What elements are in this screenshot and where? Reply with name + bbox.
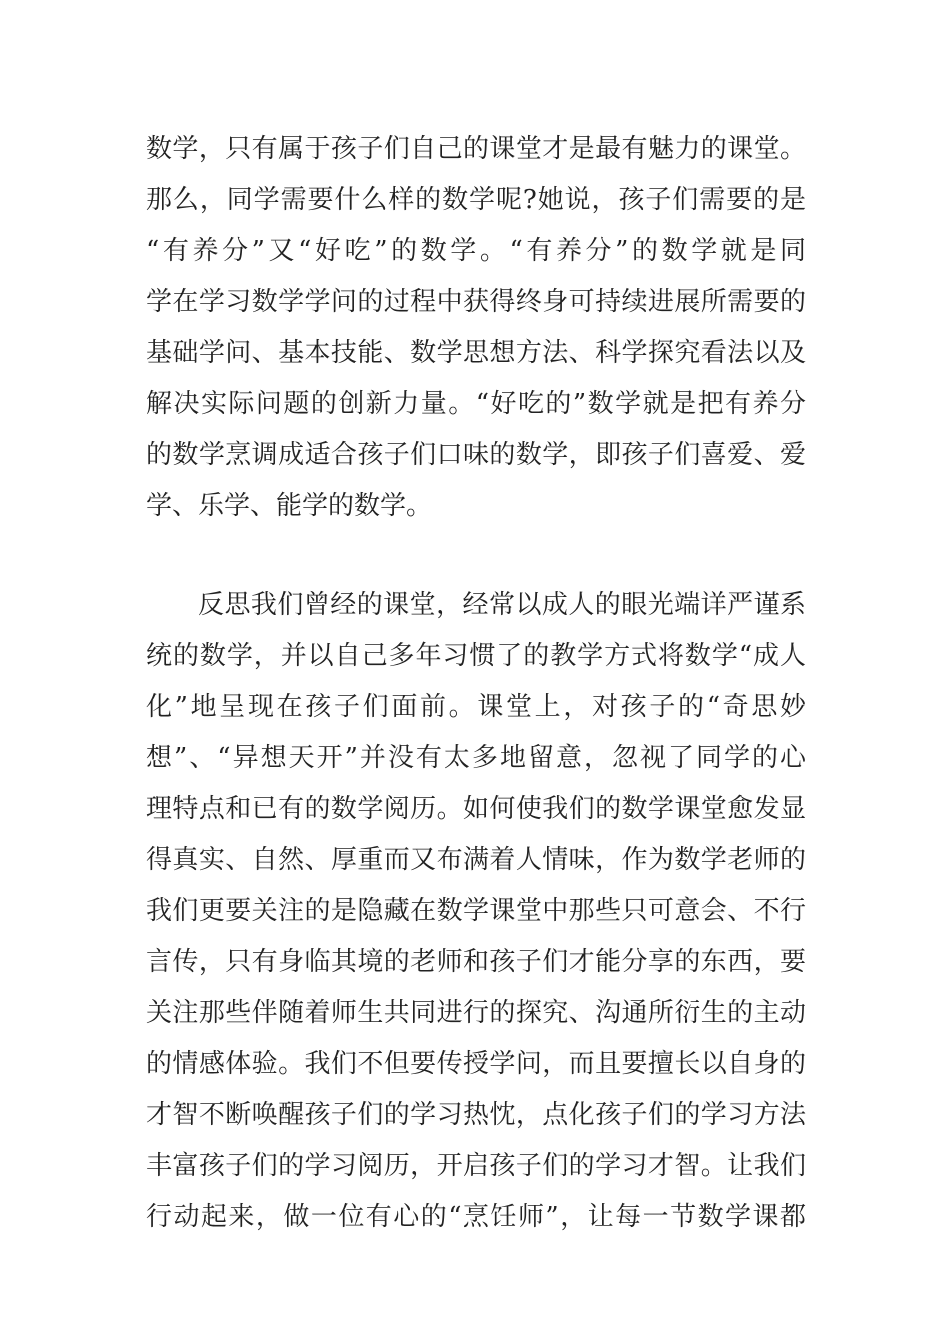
- paragraph-2-line-12: 丰富孩子们的学习阅历，开启孩子们的学习才智。让我们: [146, 1151, 806, 1181]
- paragraph-1-line-2: 那么，同学需要什么样的数学呢?她说，孩子们需要的是: [146, 185, 806, 215]
- paragraph-2-line-10: 的情感体验。我们不但要传授学问，而且要擅长以自身的: [146, 1049, 806, 1079]
- paragraph-2-line-8: 言传，只有身临其境的老师和孩子们才能分享的东西，要: [146, 947, 806, 977]
- paragraph-2-line-9: 关注那些伴随着师生共同进行的探究、沟通所衍生的主动: [146, 998, 806, 1028]
- paragraph-2-line-6: 得真实、自然、厚重而又布满着人情味，作为数学老师的: [146, 845, 806, 875]
- paragraph-2-line-4: 想”、“异想天开”并没有太多地留意，忽视了同学的心: [146, 743, 806, 773]
- paragraph-2-line-11: 才智不断唤醒孩子们的学习热忱，点化孩子们的学习方法: [146, 1100, 806, 1130]
- paragraph-2-line-3: 化”地呈现在孩子们面前。课堂上，对孩子的“奇思妙: [146, 692, 806, 722]
- paragraph-2-line-7: 我们更要关注的是隐藏在数学课堂中那些只可意会、不行: [146, 896, 806, 926]
- paragraph-2-line-2: 统的数学，并以自己多年习惯了的教学方式将数学“成人: [146, 641, 806, 671]
- paragraph-2-line-5: 理特点和已有的数学阅历。如何使我们的数学课堂愈发显: [146, 794, 806, 824]
- paragraph-2-line-13: 行动起来，做一位有心的“烹饪师”，让每一节数学课都: [146, 1202, 806, 1232]
- paragraph-1-line-3: “有养分”又“好吃”的数学。“有养分”的数学就是同: [146, 236, 806, 266]
- paragraph-1-line-4: 学在学习数学学问的过程中获得终身可持续进展所需要的: [146, 287, 806, 317]
- paragraph-1-line-7: 的数学烹调成适合孩子们口味的数学，即孩子们喜爱、爱: [146, 440, 806, 470]
- paragraph-1-line-8: 学、乐学、能学的数学。: [146, 491, 433, 521]
- paragraph-2-line-1: 反思我们曾经的课堂，经常以成人的眼光端详严谨系: [198, 590, 806, 620]
- paragraph-1-line-5: 基础学问、基本技能、数学思想方法、科学探究看法以及: [146, 338, 806, 368]
- paragraph-1-line-1: 数学，只有属于孩子们自己的课堂才是最有魅力的课堂。: [146, 134, 806, 164]
- paragraph-1-line-6: 解决实际问题的创新力量。“好吃的”数学就是把有养分: [146, 389, 806, 419]
